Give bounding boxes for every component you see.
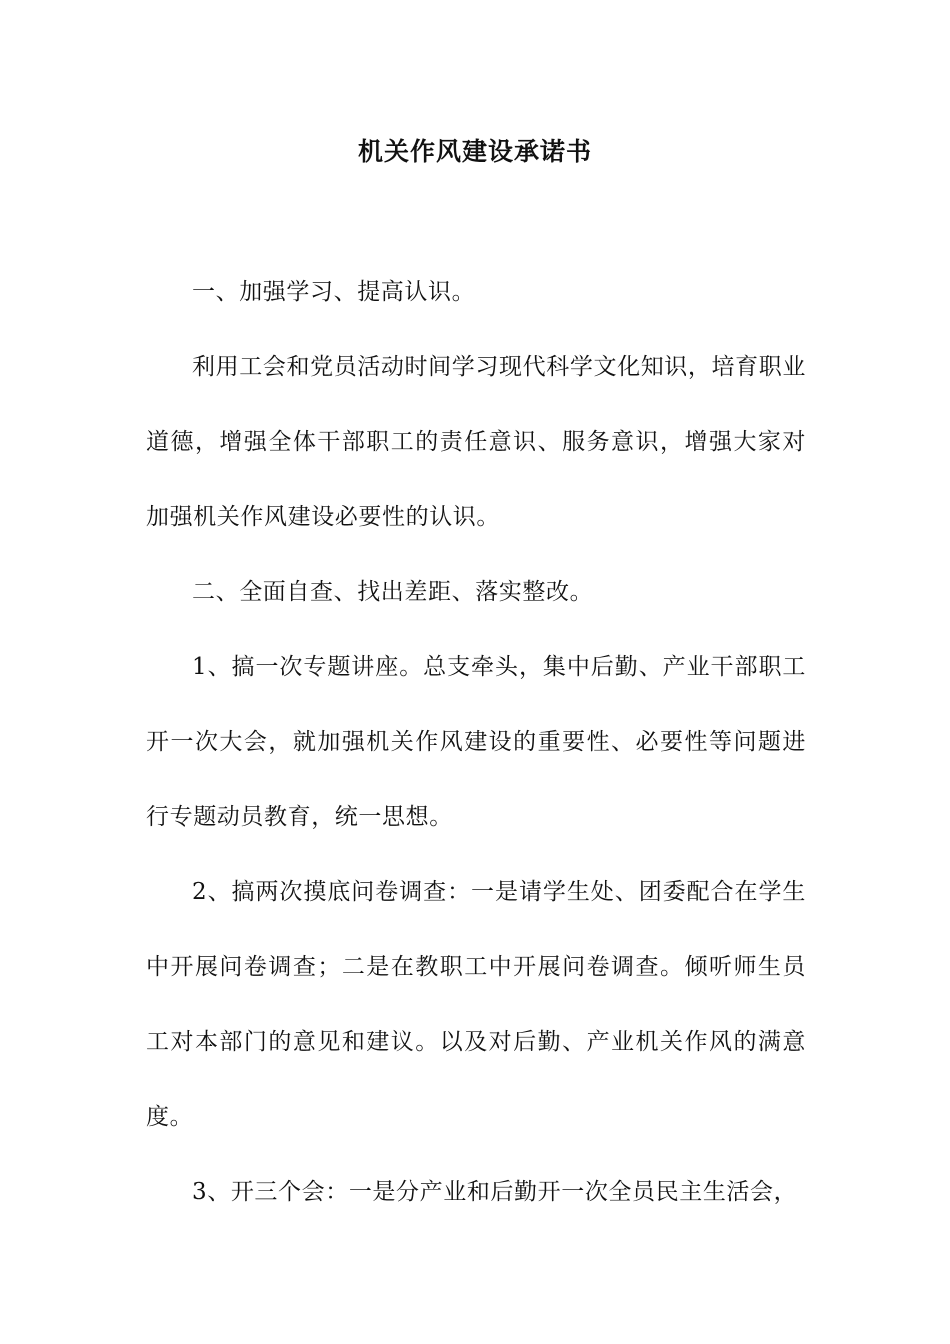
paragraph-item-2: 2、搞两次摸底问卷调查：一是请学生处、团委配合在学生中开展问卷调查；二是在教职工中开展问卷调查。倾听师生员工对本部门的意见和建议。以及对后勤、产业机关作风的满意度。 bbox=[146, 879, 806, 1130]
section-heading-2: 二、全面自查、找出差距、落实整改。 bbox=[192, 579, 594, 605]
document-title: 机关作风建设承诺书 bbox=[357, 137, 592, 166]
paragraph-item-1: 1、搞一次专题讲座。总支牵头，集中后勤、产业干部职工开一次大会，就加强机关作风建设的重要性、必要性等问题进行专题动员教育，统一思想。 bbox=[146, 654, 806, 830]
section-heading-1: 一、加强学习、提高认识。 bbox=[192, 279, 476, 305]
paragraph-item-3: 3、开三个会：一是分产业和后勤开一次全员民主生活会， bbox=[192, 1179, 798, 1205]
document-body bbox=[146, 255, 806, 1230]
paragraph-study: 利用工会和党员活动时间学习现代科学文化知识，培育职业道德，增强全体干部职工的责任意识、服务意识，增强大家对加强机关作风建设必要性的认识。 bbox=[146, 354, 806, 530]
